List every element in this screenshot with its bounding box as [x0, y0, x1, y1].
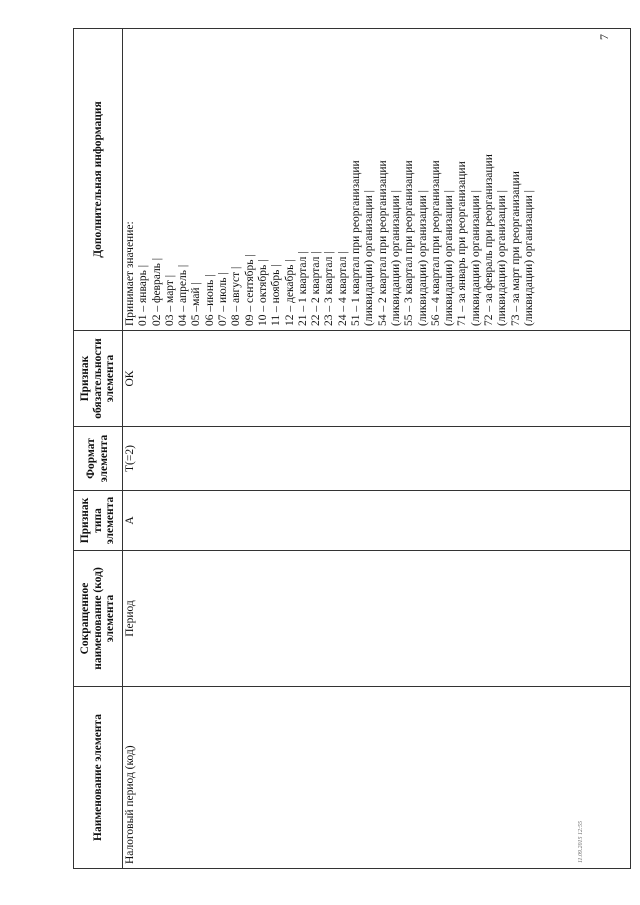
info-line: (ликвидации) организации | — [443, 190, 456, 326]
table-header-row — [74, 29, 123, 869]
info-line: (ликвидации) организации | — [416, 190, 429, 326]
info-line: (ликвидации) организации | — [522, 190, 535, 326]
info-line: Принимает значение: — [124, 221, 136, 326]
info-line: 07 – июль | — [217, 272, 230, 326]
info-line: (ликвидации) организации | — [469, 190, 482, 326]
info-line: 54 – 2 квартал при реорганизации — [376, 160, 389, 326]
header-format: Формат элемента — [74, 427, 123, 491]
info-line: 12 – декабрь | — [283, 259, 296, 326]
header-additional-info: Дополнительная информация — [74, 29, 123, 331]
info-line: 21 – 1 квартал | — [296, 251, 309, 326]
info-line: 23 – 3 квартал | — [323, 251, 336, 326]
footer-stamp-timestamp: 11.09.2015 12:55 — [578, 820, 584, 863]
table-row — [123, 29, 631, 869]
info-line: (ликвидации) организации | — [389, 190, 402, 326]
info-line: 55 – 3 квартал при реорганизации — [403, 160, 416, 326]
header-short-code: Сокращенное наименование (код) элемента — [74, 551, 123, 687]
info-line: 01 – январь | — [137, 265, 150, 326]
header-element-name: Наименование элемента — [74, 687, 123, 869]
footer-stamp — [578, 821, 585, 863]
cell-format: Т(=2) — [123, 427, 631, 491]
info-line: 73 – за март при реорганизации — [509, 171, 522, 326]
page-number: 7 — [597, 34, 611, 40]
header-required-flag: Признак обязательности элемента — [74, 331, 123, 427]
info-line: 09 – сентябрь | — [243, 254, 256, 326]
info-line: 10 – октябрь | — [256, 259, 269, 326]
info-line: 02 – февраль | — [150, 257, 163, 326]
info-list — [124, 33, 536, 326]
cell-additional-info — [123, 29, 631, 331]
cell-required-flag: ОК — [123, 331, 631, 427]
info-line: 06 –июнь | — [203, 274, 216, 326]
info-line: (ликвидации) организации | — [363, 190, 376, 326]
info-line: 11 – ноябрь | — [270, 264, 283, 326]
info-line: (ликвидации) организации | — [496, 190, 509, 326]
info-line: 03 – март | — [163, 274, 176, 326]
info-line: 24 – 4 квартал | — [336, 251, 349, 326]
info-line: 56 – 4 квартал при реорганизации — [429, 160, 442, 326]
info-line: 71 – за январь при реорганизации — [456, 161, 469, 326]
info-line: 51 – 1 квартал при реорганизации — [350, 160, 363, 326]
elements-table — [73, 28, 631, 869]
cell-element-name: Налоговый период (код) — [123, 687, 631, 869]
rotated-table-container — [73, 29, 631, 869]
cell-type-flag: А — [123, 491, 631, 551]
info-line: 72 – за февраль при реорганизации — [483, 154, 496, 326]
info-line: 08 – август | — [230, 266, 243, 326]
cell-short-code: Период — [123, 551, 631, 687]
info-line: 05 –май | — [190, 282, 203, 326]
header-type-flag: Признак типа элемента — [74, 491, 123, 551]
info-line: 04 – апрель | — [177, 264, 190, 326]
info-line: 22 – 2 квартал | — [310, 251, 323, 326]
